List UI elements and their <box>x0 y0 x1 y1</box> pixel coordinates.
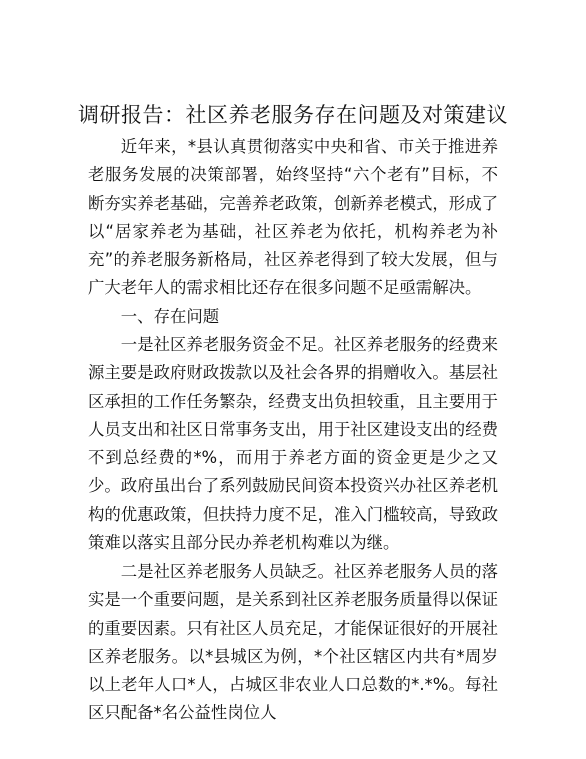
problem-paragraph-funding: 一是社区养老服务资金不足。社区养老服务的经费来源主要是政府财政拨款以及社会各界的捐赠收入。基层社区承担的工作任务繁杂，经费支出负担较重，且主要用于人员支出和社区日常事务支出，用于社区建设支出的经费不到总经费的*%，而用于养老方面的资金更是少之又少。政府虽出台了系列鼓励民间资本投资兴办社区养老机构的优惠政策，但扶持力度不足，准入门槛较高，导致政策难以落实且部分民办养老机构难以为继。 <box>88 335 498 553</box>
document-title: 调研报告：社区养老服务存在问题及对策建议 <box>78 103 508 127</box>
problem-paragraph-staffing: 二是社区养老服务人员缺乏。社区养老服务人员的落实是一个重要问题，是关系到社区养老服务质量得以保证的重要因素。只有社区人员充足，才能保证很好的开展社区养老服务。以*县城区为例，*个社区辖区内共有*周岁以上老年人口*人，占城区非农业人口总数的*.*%。每社区只配备*名公益性岗位人 <box>88 562 498 723</box>
intro-paragraph: 近年来，*县认真贯彻落实中央和省、市关于推进养老服务发展的决策部署，始终坚持“六个老有”目标，不断夯实养老基础，完善养老政策，创新养老模式，形成了以“居家养老为基础，社区养老为依托，机构养老为补充”的养老服务新格局，社区养老得到了较大发展，但与广大老年人的需求相比还存在很多问题不足亟需解决。 <box>88 137 498 298</box>
section-heading-problems: 一、存在问题 <box>120 307 220 326</box>
